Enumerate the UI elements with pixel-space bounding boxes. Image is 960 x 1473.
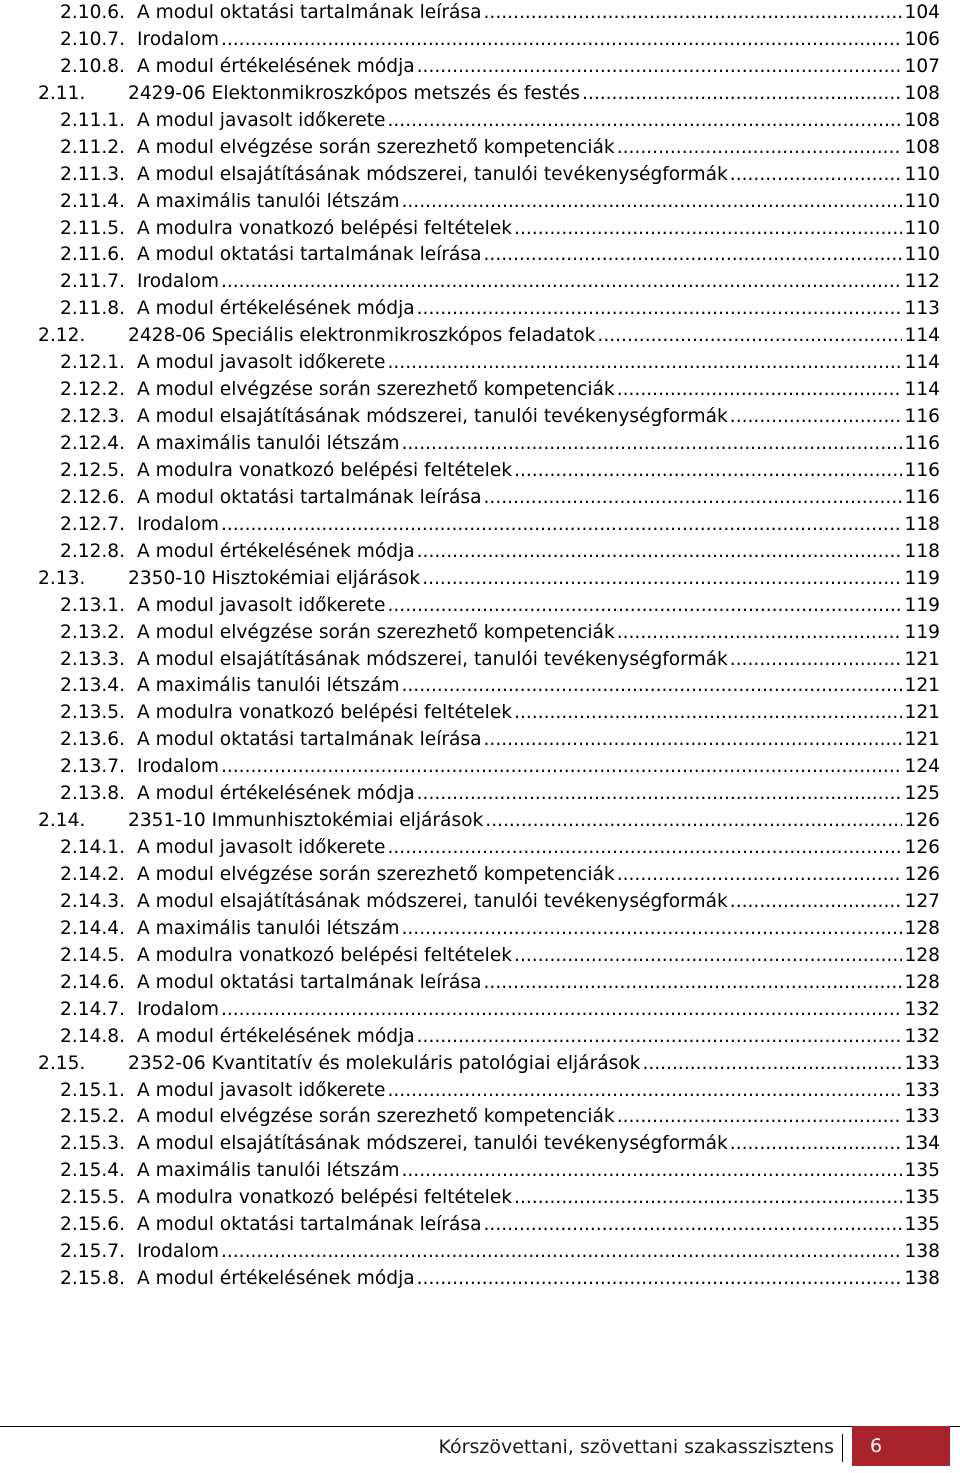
toc-entry[interactable] bbox=[38, 1239, 940, 1266]
toc-entry-number: 2.11.3. bbox=[60, 163, 126, 185]
toc-entry-page: 121 bbox=[904, 648, 940, 670]
toc-entry-page: 116 bbox=[904, 486, 940, 508]
toc-dot-leader bbox=[484, 727, 902, 754]
toc-entry-number: 2.11.4. bbox=[60, 190, 126, 212]
toc-dot-leader bbox=[401, 673, 901, 700]
toc-entry-number: 2.10.7. bbox=[60, 28, 126, 50]
toc-dot-leader bbox=[484, 1212, 902, 1239]
toc-dot-leader bbox=[484, 970, 902, 997]
toc-entry-title: A modulra vonatkozó belépési feltételek bbox=[137, 459, 513, 481]
table-of-contents bbox=[38, 0, 940, 1293]
toc-entry-title: A modul oktatási tartalmának leírása bbox=[137, 729, 482, 751]
toc-entry-title: A maximális tanulói létszám bbox=[137, 675, 400, 697]
toc-entry-page: 132 bbox=[904, 1025, 940, 1047]
toc-entry[interactable] bbox=[38, 512, 940, 539]
toc-entry-number: 2.10.8. bbox=[60, 55, 126, 77]
toc-entry-title: A modul elsajátításának módszerei, tanulói tevékenységformák bbox=[137, 890, 728, 912]
toc-entry-number: 2.15.7. bbox=[60, 1241, 126, 1263]
toc-entry-title: 2429-06 Elektonmikroszkópos metszés és festés bbox=[128, 82, 580, 104]
toc-entry-page: 135 bbox=[904, 1214, 940, 1236]
toc-entry[interactable] bbox=[38, 135, 940, 162]
toc-entry-page: 126 bbox=[904, 864, 940, 885]
toc-entry[interactable] bbox=[38, 1212, 940, 1239]
toc-entry-page: 121 bbox=[904, 702, 940, 724]
toc-dot-leader bbox=[422, 566, 901, 593]
toc-entry[interactable] bbox=[38, 1024, 940, 1051]
toc-entry-title: Irodalom bbox=[137, 271, 219, 293]
toc-entry-number: 2.11.6. bbox=[60, 244, 126, 266]
toc-dot-leader bbox=[514, 943, 901, 970]
toc-entry[interactable] bbox=[38, 269, 940, 296]
toc-dot-leader bbox=[617, 862, 902, 889]
toc-dot-leader bbox=[387, 108, 901, 135]
toc-entry-number: 2.11.5. bbox=[60, 217, 126, 239]
toc-dot-leader bbox=[730, 889, 902, 916]
toc-entry-title: A modul elsajátításának módszerei, tanulói tevékenységformák bbox=[137, 406, 728, 428]
toc-entry-number: 2.14.7. bbox=[60, 998, 126, 1020]
toc-entry-page: 128 bbox=[904, 917, 940, 939]
toc-entry-number: 2.11. bbox=[38, 82, 86, 104]
toc-entry[interactable] bbox=[38, 700, 940, 727]
toc-entry-number: 2.15.8. bbox=[60, 1268, 126, 1290]
footer-title: Kórszövettani, szövettani szakasszisztens bbox=[438, 1436, 834, 1458]
toc-entry-number: 2.13. bbox=[38, 567, 86, 589]
toc-entry-page: 121 bbox=[904, 675, 940, 697]
toc-dot-leader bbox=[617, 1104, 902, 1131]
toc-entry-number: 2.14.8. bbox=[60, 1025, 126, 1047]
toc-dot-leader bbox=[221, 1239, 902, 1266]
toc-entry-title: A modul javasolt időkerete bbox=[137, 837, 386, 859]
toc-entry-page: 138 bbox=[904, 1241, 940, 1263]
toc-dot-leader bbox=[730, 647, 902, 674]
toc-dot-leader bbox=[221, 754, 902, 781]
toc-entry-page: 108 bbox=[904, 82, 940, 104]
toc-entry-page: 135 bbox=[904, 1187, 940, 1209]
toc-entry[interactable] bbox=[38, 350, 940, 377]
toc-entry-number: 2.13.5. bbox=[60, 702, 126, 724]
toc-entry-page: 113 bbox=[904, 298, 940, 320]
toc-entry[interactable] bbox=[38, 647, 940, 674]
footer-page-number: 6 bbox=[852, 1426, 950, 1466]
toc-entry-number: 2.14.5. bbox=[60, 944, 126, 966]
toc-entry-number: 2.14.3. bbox=[60, 890, 126, 912]
toc-entry-title: 2350-10 Hisztokémiai eljárások bbox=[128, 567, 421, 589]
toc-dot-leader bbox=[730, 162, 902, 189]
toc-dot-leader bbox=[617, 135, 902, 162]
toc-dot-leader bbox=[417, 1266, 902, 1293]
toc-entry-page: 125 bbox=[904, 783, 940, 805]
toc-entry-title: A maximális tanulói létszám bbox=[137, 917, 400, 939]
toc-entry-number: 2.15.1. bbox=[60, 1079, 126, 1101]
toc-entry-title: A maximális tanulói létszám bbox=[137, 433, 400, 454]
toc-dot-leader bbox=[582, 81, 902, 108]
toc-entry-title: A maximális tanulói létszám bbox=[137, 190, 400, 212]
toc-entry[interactable] bbox=[38, 404, 940, 431]
toc-entry-number: 2.12.1. bbox=[60, 352, 126, 374]
toc-entry-title: A modulra vonatkozó belépési feltételek bbox=[137, 944, 513, 966]
toc-entry-page: 116 bbox=[904, 459, 940, 481]
toc-dot-leader bbox=[401, 1158, 901, 1185]
toc-entry[interactable] bbox=[38, 781, 940, 808]
toc-entry[interactable] bbox=[38, 1051, 940, 1078]
toc-entry[interactable] bbox=[38, 108, 940, 135]
toc-entry-page: 116 bbox=[904, 433, 940, 454]
toc-entry-page: 110 bbox=[904, 163, 940, 185]
toc-entry-number: 2.15.6. bbox=[60, 1214, 126, 1236]
toc-entry-title: A modul javasolt időkerete bbox=[137, 352, 386, 374]
toc-dot-leader bbox=[514, 458, 901, 485]
toc-entry-number: 2.10.6. bbox=[60, 2, 126, 23]
toc-entry-page: 107 bbox=[904, 55, 940, 77]
toc-dot-leader bbox=[401, 431, 901, 458]
toc-entry[interactable] bbox=[38, 754, 940, 781]
toc-entry-number: 2.12.6. bbox=[60, 486, 126, 508]
toc-entry-page: 110 bbox=[904, 244, 940, 266]
toc-entry-page: 132 bbox=[904, 998, 940, 1020]
toc-entry-page: 119 bbox=[904, 594, 940, 616]
toc-entry[interactable] bbox=[38, 296, 940, 323]
toc-dot-leader bbox=[417, 539, 902, 566]
toc-entry-page: 124 bbox=[904, 756, 940, 778]
toc-entry-number: 2.14.4. bbox=[60, 917, 126, 939]
toc-dot-leader bbox=[417, 54, 902, 81]
toc-entry-page: 135 bbox=[904, 1160, 940, 1182]
toc-entry-number: 2.11.7. bbox=[60, 271, 126, 293]
toc-entry[interactable] bbox=[38, 458, 940, 485]
toc-entry-number: 2.12.8. bbox=[60, 540, 126, 562]
toc-entry-number: 2.13.7. bbox=[60, 756, 126, 778]
toc-entry-title: A modul oktatási tartalmának leírása bbox=[137, 244, 482, 266]
toc-entry-title: A modul javasolt időkerete bbox=[137, 109, 386, 131]
toc-entry-title: A modul elvégzése során szerezhető kompetenciák bbox=[137, 136, 615, 158]
toc-entry-title: A modul elsajátításának módszerei, tanulói tevékenységformák bbox=[137, 648, 728, 670]
toc-entry-number: 2.15.4. bbox=[60, 1160, 126, 1182]
toc-entry[interactable] bbox=[38, 997, 940, 1024]
toc-dot-leader bbox=[387, 350, 901, 377]
toc-entry[interactable] bbox=[38, 323, 940, 350]
toc-entry-page: 128 bbox=[904, 944, 940, 966]
toc-entry-title: A modul elvégzése során szerezhető kompetenciák bbox=[137, 621, 615, 643]
toc-entry-number: 2.15. bbox=[38, 1052, 86, 1074]
toc-dot-leader bbox=[514, 1185, 901, 1212]
toc-entry[interactable] bbox=[38, 943, 940, 970]
toc-entry-page: 104 bbox=[904, 2, 940, 23]
toc-entry-page: 112 bbox=[904, 271, 940, 293]
toc-entry-title: A modul javasolt időkerete bbox=[137, 1079, 386, 1101]
toc-entry-page: 108 bbox=[904, 136, 940, 158]
toc-entry-number: 2.11.8. bbox=[60, 298, 126, 320]
toc-entry-title: A modul elsajátításának módszerei, tanulói tevékenységformák bbox=[137, 163, 728, 185]
toc-entry[interactable] bbox=[38, 54, 940, 81]
toc-dot-leader bbox=[642, 1051, 901, 1078]
toc-entry[interactable] bbox=[38, 1158, 940, 1185]
toc-entry-title: Irodalom bbox=[137, 1241, 219, 1263]
toc-entry-page: 110 bbox=[904, 217, 940, 239]
toc-entry[interactable] bbox=[38, 727, 940, 754]
toc-dot-leader bbox=[617, 620, 902, 647]
toc-entry[interactable] bbox=[38, 593, 940, 620]
toc-entry-number: 2.13.6. bbox=[60, 729, 126, 751]
toc-entry-title: A modul oktatási tartalmának leírása bbox=[137, 2, 482, 23]
toc-entry-number: 2.12.2. bbox=[60, 379, 126, 401]
toc-entry[interactable] bbox=[38, 539, 940, 566]
footer-rule bbox=[0, 1426, 960, 1427]
toc-entry-title: 2351-10 Immunhisztokémiai eljárások bbox=[128, 810, 484, 832]
toc-entry[interactable] bbox=[38, 27, 940, 54]
toc-entry-title: A modul értékelésének módja bbox=[137, 1025, 415, 1047]
toc-entry[interactable] bbox=[38, 1185, 940, 1212]
toc-entry-title: A modul javasolt időkerete bbox=[137, 594, 386, 616]
toc-entry-page: 110 bbox=[904, 190, 940, 212]
toc-entry-title: A modul oktatási tartalmának leírása bbox=[137, 486, 482, 508]
toc-dot-leader bbox=[221, 269, 902, 296]
toc-dot-leader bbox=[514, 216, 901, 243]
toc-entry-page: 138 bbox=[904, 1268, 940, 1290]
toc-entry-title: A modulra vonatkozó belépési feltételek bbox=[137, 702, 513, 724]
toc-entry-title: A maximális tanulói létszám bbox=[137, 1160, 400, 1182]
toc-entry-page: 133 bbox=[904, 1079, 940, 1101]
toc-dot-leader bbox=[417, 781, 902, 808]
toc-entry-number: 2.15.3. bbox=[60, 1133, 126, 1155]
toc-dot-leader bbox=[484, 485, 902, 512]
toc-entry-page: 134 bbox=[904, 1133, 940, 1155]
toc-dot-leader bbox=[597, 323, 901, 350]
toc-entry-page: 121 bbox=[904, 729, 940, 751]
toc-entry-number: 2.11.1. bbox=[60, 109, 126, 131]
toc-entry-title: Irodalom bbox=[137, 513, 219, 535]
toc-dot-leader bbox=[730, 1131, 902, 1158]
toc-entry-page: 133 bbox=[904, 1106, 940, 1128]
toc-entry-title: Irodalom bbox=[137, 998, 219, 1020]
toc-dot-leader bbox=[401, 189, 901, 216]
toc-entry-page: 114 bbox=[904, 325, 940, 347]
toc-entry-page: 127 bbox=[904, 890, 940, 912]
toc-entry[interactable] bbox=[38, 81, 940, 108]
toc-entry-title: A modul értékelésének módja bbox=[137, 298, 415, 320]
toc-dot-leader bbox=[401, 916, 901, 943]
toc-entry-title: A modul elvégzése során szerezhető kompetenciák bbox=[137, 864, 615, 885]
toc-entry-title: A modul értékelésének módja bbox=[137, 55, 415, 77]
toc-entry-page: 106 bbox=[904, 28, 940, 50]
toc-dot-leader bbox=[417, 296, 902, 323]
toc-entry-number: 2.12.7. bbox=[60, 513, 126, 535]
toc-entry-number: 2.11.2. bbox=[60, 136, 126, 158]
toc-entry[interactable] bbox=[38, 566, 940, 593]
toc-entry[interactable] bbox=[38, 431, 940, 458]
toc-entry-title: A modulra vonatkozó belépési feltételek bbox=[137, 1187, 513, 1209]
toc-entry-page: 118 bbox=[904, 513, 940, 535]
toc-entry-number: 2.13.3. bbox=[60, 648, 126, 670]
toc-entry-title: 2428-06 Speciális elektronmikroszkópos feladatok bbox=[128, 325, 596, 347]
toc-dot-leader bbox=[221, 512, 902, 539]
toc-entry[interactable] bbox=[38, 1078, 940, 1105]
toc-entry-title: A modul oktatási tartalmának leírása bbox=[137, 971, 482, 993]
toc-entry[interactable] bbox=[38, 673, 940, 700]
toc-entry-page: 116 bbox=[904, 406, 940, 428]
toc-entry-page: 119 bbox=[904, 621, 940, 643]
toc-entry[interactable] bbox=[38, 242, 940, 269]
toc-dot-leader bbox=[387, 835, 901, 862]
toc-entry-number: 2.12. bbox=[38, 325, 86, 347]
toc-entry-title: Irodalom bbox=[137, 756, 219, 778]
toc-entry[interactable] bbox=[38, 835, 940, 862]
toc-entry-title: A modulra vonatkozó belépési feltételek bbox=[137, 217, 513, 239]
toc-dot-leader bbox=[514, 700, 901, 727]
toc-dot-leader bbox=[221, 997, 902, 1024]
toc-entry-page: 126 bbox=[904, 837, 940, 859]
toc-entry-title: A modul oktatási tartalmának leírása bbox=[137, 1214, 482, 1236]
toc-entry[interactable] bbox=[38, 216, 940, 243]
toc-entry-page: 114 bbox=[904, 352, 940, 374]
toc-entry-title: A modul elvégzése során szerezhető kompetenciák bbox=[137, 1106, 615, 1128]
toc-entry-number: 2.14.1. bbox=[60, 837, 126, 859]
toc-entry[interactable] bbox=[38, 1131, 940, 1158]
toc-entry[interactable] bbox=[38, 862, 940, 889]
toc-entry-title: A modul értékelésének módja bbox=[137, 540, 415, 562]
toc-entry-page: 114 bbox=[904, 379, 940, 401]
toc-dot-leader bbox=[417, 1024, 902, 1051]
toc-entry-title: Irodalom bbox=[137, 28, 219, 50]
toc-dot-leader bbox=[484, 242, 902, 269]
toc-dot-leader bbox=[485, 808, 901, 835]
toc-entry[interactable] bbox=[38, 1266, 940, 1293]
toc-entry[interactable] bbox=[38, 916, 940, 943]
toc-dot-leader bbox=[617, 377, 902, 404]
toc-dot-leader bbox=[387, 593, 901, 620]
toc-entry-page: 119 bbox=[904, 567, 940, 589]
toc-entry-number: 2.13.4. bbox=[60, 675, 126, 697]
toc-entry-page: 133 bbox=[904, 1052, 940, 1074]
toc-entry-title: A modul értékelésének módja bbox=[137, 783, 415, 805]
toc-entry-number: 2.13.1. bbox=[60, 594, 126, 616]
toc-entry-number: 2.14.2. bbox=[60, 864, 126, 885]
toc-entry[interactable] bbox=[38, 485, 940, 512]
toc-entry[interactable] bbox=[38, 377, 940, 404]
toc-entry[interactable] bbox=[38, 970, 940, 997]
toc-entry-number: 2.13.8. bbox=[60, 783, 126, 805]
toc-entry[interactable] bbox=[38, 889, 940, 916]
toc-entry-number: 2.12.3. bbox=[60, 406, 126, 428]
toc-entry[interactable] bbox=[38, 189, 940, 216]
toc-entry-page: 108 bbox=[904, 109, 940, 131]
toc-dot-leader bbox=[221, 27, 902, 54]
toc-entry-number: 2.15.2. bbox=[60, 1106, 126, 1128]
toc-dot-leader bbox=[387, 1078, 901, 1105]
toc-entry-page: 118 bbox=[904, 540, 940, 562]
toc-entry[interactable] bbox=[38, 0, 940, 27]
toc-entry[interactable] bbox=[38, 1104, 940, 1131]
toc-entry-title: 2352-06 Kvantitatív és molekuláris patológiai eljárások bbox=[128, 1052, 641, 1074]
toc-entry[interactable] bbox=[38, 162, 940, 189]
footer-separator bbox=[842, 1434, 843, 1462]
page-footer bbox=[0, 1420, 960, 1473]
toc-entry-title: A modul elsajátításának módszerei, tanulói tevékenységformák bbox=[137, 1133, 728, 1155]
toc-entry-title: A modul elvégzése során szerezhető kompetenciák bbox=[137, 379, 615, 401]
toc-entry-page: 128 bbox=[904, 971, 940, 993]
toc-entry[interactable] bbox=[38, 808, 940, 835]
toc-entry-number: 2.15.5. bbox=[60, 1187, 126, 1209]
toc-entry-title: A modul értékelésének módja bbox=[137, 1268, 415, 1290]
toc-entry-number: 2.12.4. bbox=[60, 433, 126, 454]
toc-entry-number: 2.13.2. bbox=[60, 621, 126, 643]
toc-entry[interactable] bbox=[38, 620, 940, 647]
toc-entry-number: 2.12.5. bbox=[60, 459, 126, 481]
toc-dot-leader bbox=[484, 0, 902, 27]
toc-dot-leader bbox=[730, 404, 902, 431]
toc-entry-page: 126 bbox=[904, 810, 940, 832]
toc-entry-number: 2.14. bbox=[38, 810, 86, 832]
toc-entry-number: 2.14.6. bbox=[60, 971, 126, 993]
